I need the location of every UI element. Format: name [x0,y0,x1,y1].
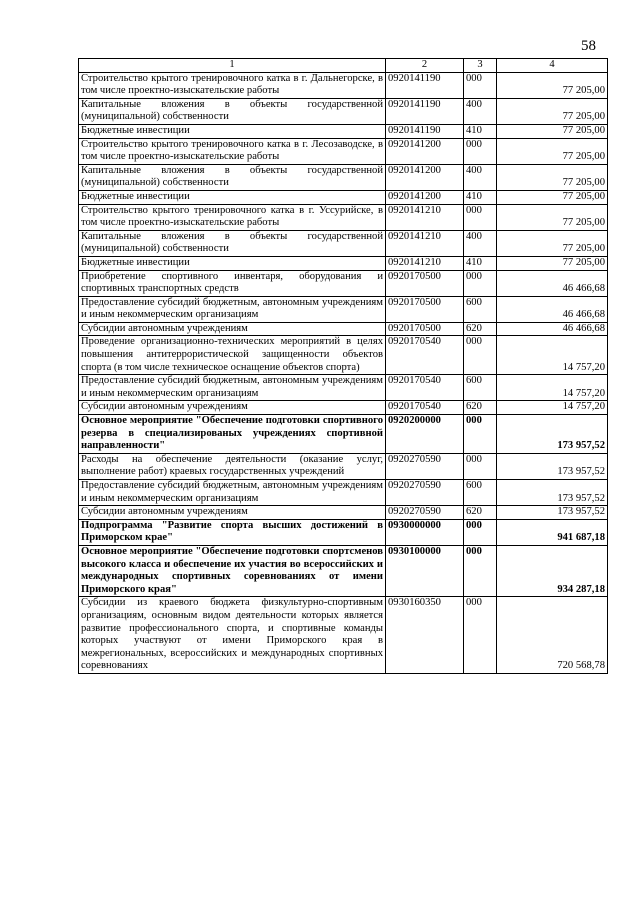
table-row [79,545,608,596]
row-type: 620 [464,322,497,336]
row-code: 0920270590 [386,480,464,506]
row-type: 600 [464,480,497,506]
row-code: 0920170500 [386,270,464,296]
table-row [79,296,608,322]
row-name: Предоставление субсидий бюджетным, автономным учреждениям и иным некоммерческим организациям [79,480,386,506]
table-row [79,336,608,375]
row-type: 000 [464,138,497,164]
table-row [79,98,608,124]
row-sum: 77 205,00 [497,230,608,256]
row-type: 410 [464,190,497,204]
row-code: 0920200000 [386,415,464,454]
row-type: 000 [464,336,497,375]
row-code: 0920141190 [386,72,464,98]
row-code: 0920170540 [386,401,464,415]
row-code: 0920141190 [386,98,464,124]
row-sum: 14 757,20 [497,336,608,375]
row-sum: 941 687,18 [497,519,608,545]
row-name: Предоставление субсидий бюджетным, автономным учреждениям и иным некоммерческим организациям [79,296,386,322]
row-type: 000 [464,597,497,674]
row-code: 0920170500 [386,296,464,322]
row-type: 400 [464,164,497,190]
row-name: Субсидии автономным учреждениям [79,506,386,520]
row-sum: 173 957,52 [497,506,608,520]
row-sum: 77 205,00 [497,204,608,230]
row-sum: 77 205,00 [497,138,608,164]
table-row [79,597,608,674]
row-name: Субсидии из краевого бюджета физкультурно-спортивным организациям, основным видом деятельности которых является развитие профессионального спорта, и спортивные команды которых участвуют от имени Приморского края в межрегиональных, всероссийских и международных спортивных соревнованиях [79,597,386,674]
row-sum: 77 205,00 [497,124,608,138]
row-sum: 77 205,00 [497,164,608,190]
table-row [79,124,608,138]
table-row [79,270,608,296]
row-sum: 46 466,68 [497,296,608,322]
row-type: 000 [464,453,497,479]
row-code: 0920141200 [386,164,464,190]
row-name: Субсидии автономным учреждениям [79,322,386,336]
table-row [79,164,608,190]
budget-table-body [79,59,608,674]
header-row [79,59,608,73]
table-row [79,230,608,256]
header-col-sum: 4 [497,59,608,73]
row-sum: 77 205,00 [497,98,608,124]
row-type: 000 [464,72,497,98]
row-sum: 720 568,78 [497,597,608,674]
table-row [79,375,608,401]
header-col-type: 3 [464,59,497,73]
row-sum: 934 287,18 [497,545,608,596]
row-name: Бюджетные инвестиции [79,190,386,204]
row-name: Бюджетные инвестиции [79,256,386,270]
row-code: 0920141210 [386,256,464,270]
table-row [79,415,608,454]
row-name: Предоставление субсидий бюджетным, автономным учреждениям и иным некоммерческим организациям [79,375,386,401]
row-sum: 77 205,00 [497,256,608,270]
table-row [79,72,608,98]
table-row [79,401,608,415]
row-name: Капитальные вложения в объекты государственной (муниципальной) собственности [79,230,386,256]
table-row [79,138,608,164]
row-code: 0920170500 [386,322,464,336]
row-code: 0920141210 [386,204,464,230]
row-name: Расходы на обеспечение деятельности (оказание услуг, выполнение работ) краевых государственных учреждений [79,453,386,479]
header-col-name: 1 [79,59,386,73]
table-row [79,322,608,336]
row-sum: 77 205,00 [497,72,608,98]
table-row [79,256,608,270]
row-type: 600 [464,296,497,322]
row-type: 620 [464,506,497,520]
page-number: 58 [581,38,596,54]
row-code: 0920141200 [386,190,464,204]
row-sum: 173 957,52 [497,480,608,506]
row-sum: 46 466,68 [497,322,608,336]
row-type: 410 [464,256,497,270]
row-name: Строительство крытого тренировочного катка в г. Дальнегорске, в том числе проектно-изыскательские работы [79,72,386,98]
table-row [79,190,608,204]
row-name: Капитальные вложения в объекты государственной (муниципальной) собственности [79,98,386,124]
row-name: Приобретение спортивного инвентаря, оборудования и спортивных транспортных средств [79,270,386,296]
row-code: 0920141200 [386,138,464,164]
table-row [79,480,608,506]
row-sum: 14 757,20 [497,401,608,415]
header-col-code: 2 [386,59,464,73]
row-code: 0920141190 [386,124,464,138]
row-name: Строительство крытого тренировочного катка в г. Уссурийске, в том числе проектно-изыскательские работы [79,204,386,230]
row-type: 400 [464,230,497,256]
row-name: Капитальные вложения в объекты государственной (муниципальной) собственности [79,164,386,190]
row-sum: 14 757,20 [497,375,608,401]
row-code: 0920170540 [386,336,464,375]
row-name: Основное мероприятие "Обеспечение подготовки спортсменов высокого класса и обеспечение их участия во всероссийских и международных спортивных соревнованиях от имени Приморского края" [79,545,386,596]
row-name: Проведение организационно-технических мероприятий в целях повышения антитеррористической защищенности объектов спорта (в том числе техническое оснащение объектов спорта) [79,336,386,375]
budget-table [78,58,608,674]
row-type: 000 [464,270,497,296]
row-type: 000 [464,519,497,545]
row-type: 000 [464,545,497,596]
row-code: 0930100000 [386,545,464,596]
row-type: 620 [464,401,497,415]
table-row [79,204,608,230]
row-code: 0920170540 [386,375,464,401]
row-name: Субсидии автономным учреждениям [79,401,386,415]
table-row [79,453,608,479]
row-name: Строительство крытого тренировочного катка в г. Лесозаводске, в том числе проектно-изыскательские работы [79,138,386,164]
row-code: 0920141210 [386,230,464,256]
row-code: 0920270590 [386,506,464,520]
row-type: 000 [464,204,497,230]
row-sum: 173 957,52 [497,415,608,454]
table-row [79,519,608,545]
row-type: 000 [464,415,497,454]
row-type: 400 [464,98,497,124]
row-type: 600 [464,375,497,401]
row-sum: 46 466,68 [497,270,608,296]
row-name: Подпрограмма "Развитие спорта высших достижений в Приморском крае" [79,519,386,545]
row-name: Основное мероприятие "Обеспечение подготовки спортивного резерва в специализированых учреждениях спортивной направленности" [79,415,386,454]
row-code: 0920270590 [386,453,464,479]
row-sum: 173 957,52 [497,453,608,479]
row-code: 0930160350 [386,597,464,674]
row-code: 0930000000 [386,519,464,545]
row-name: Бюджетные инвестиции [79,124,386,138]
row-type: 410 [464,124,497,138]
table-row [79,506,608,520]
row-sum: 77 205,00 [497,190,608,204]
